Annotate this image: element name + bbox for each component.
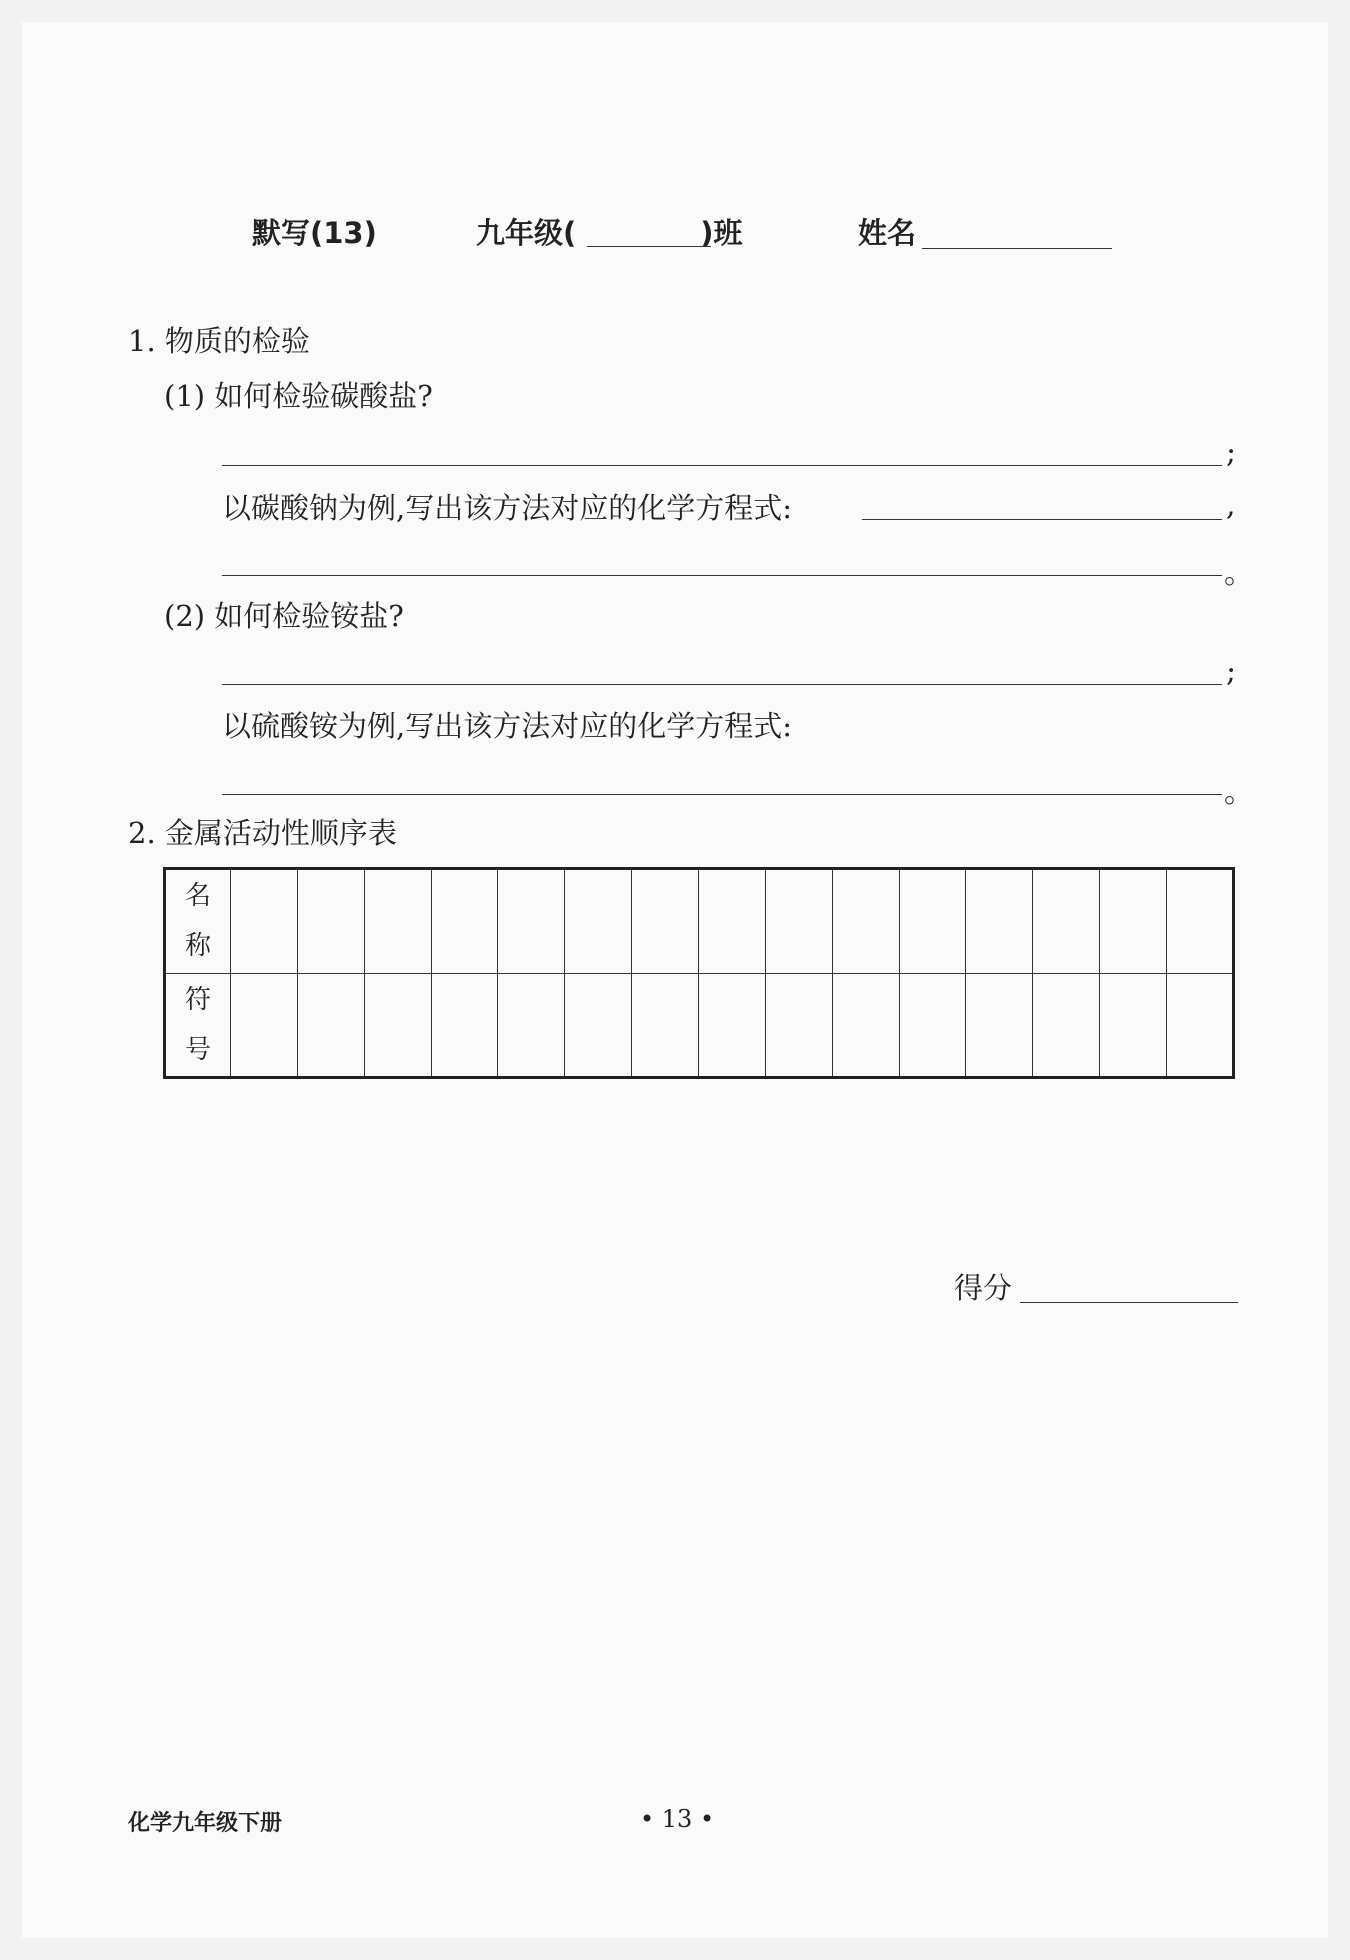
symbol-cell[interactable] <box>632 973 699 1078</box>
symbol-cell[interactable] <box>899 973 966 1078</box>
section2-heading: 2. 金属活动性顺序表 <box>128 816 397 850</box>
q1-label: (1) 如何检验碳酸盐? <box>164 379 433 413</box>
row-header-name-char2: 称 <box>184 931 211 962</box>
q1-end-period: 。 <box>1224 556 1254 591</box>
table-row-symbol <box>165 973 1234 1078</box>
name-cell[interactable] <box>364 869 431 974</box>
name-cell[interactable] <box>1167 869 1234 974</box>
row-header-symbol-char1: 符 <box>184 984 211 1015</box>
row-header-symbol-char2: 号 <box>184 1034 211 1065</box>
score-blank[interactable] <box>1020 1302 1238 1303</box>
score-label: 得分 <box>954 1271 1013 1305</box>
symbol-cell[interactable] <box>297 973 364 1078</box>
name-blank[interactable] <box>922 248 1112 249</box>
name-cell[interactable] <box>899 869 966 974</box>
row-header-name <box>165 869 231 974</box>
symbol-cell[interactable] <box>1100 973 1167 1078</box>
metal-activity-table <box>163 867 1235 1079</box>
q1-end-semicolon: ; <box>1226 435 1237 470</box>
dictation-title: 默写(13) <box>252 216 377 250</box>
symbol-cell[interactable] <box>1033 973 1100 1078</box>
q2-end-semicolon: ; <box>1226 654 1237 689</box>
symbol-cell[interactable] <box>498 973 565 1078</box>
q1-answer-line-1[interactable] <box>222 465 1222 466</box>
symbol-cell[interactable] <box>565 973 632 1078</box>
symbol-cell[interactable] <box>832 973 899 1078</box>
name-cell[interactable] <box>699 869 766 974</box>
name-cell[interactable] <box>231 869 298 974</box>
q1-prompt: 以碳酸钠为例,写出该方法对应的化学方程式: <box>222 491 792 525</box>
name-cell[interactable] <box>765 869 832 974</box>
grade-prefix: 九年级( <box>476 216 577 250</box>
table-row-name <box>165 869 1234 974</box>
q2-equation-line[interactable] <box>222 794 1222 795</box>
name-cell[interactable] <box>297 869 364 974</box>
q1-end-comma: , <box>1226 488 1236 523</box>
book-title: 化学九年级下册 <box>128 1811 283 1836</box>
name-label: 姓名 <box>858 216 917 250</box>
name-cell[interactable] <box>498 869 565 974</box>
q2-prompt: 以硫酸铵为例,写出该方法对应的化学方程式: <box>222 709 792 743</box>
symbol-cell[interactable] <box>1167 973 1234 1078</box>
row-header-symbol <box>165 973 231 1078</box>
page-number: • 13 • <box>640 1805 715 1833</box>
q2-answer-line-1[interactable] <box>222 684 1222 685</box>
name-cell[interactable] <box>1100 869 1167 974</box>
symbol-cell[interactable] <box>364 973 431 1078</box>
name-cell[interactable] <box>431 869 498 974</box>
name-cell[interactable] <box>632 869 699 974</box>
q2-label: (2) 如何检验铵盐? <box>164 599 404 633</box>
grade-suffix: )班 <box>700 216 743 250</box>
symbol-cell[interactable] <box>765 973 832 1078</box>
name-cell[interactable] <box>966 869 1033 974</box>
name-cell[interactable] <box>832 869 899 974</box>
symbol-cell[interactable] <box>699 973 766 1078</box>
name-cell[interactable] <box>565 869 632 974</box>
q1-equation-line-2[interactable] <box>222 575 1222 576</box>
q2-end-period: 。 <box>1224 775 1254 810</box>
symbol-cell[interactable] <box>431 973 498 1078</box>
symbol-cell[interactable] <box>231 973 298 1078</box>
symbol-cell[interactable] <box>966 973 1033 1078</box>
name-cell[interactable] <box>1033 869 1100 974</box>
class-blank[interactable] <box>587 246 711 247</box>
q1-equation-line-1[interactable] <box>862 519 1222 520</box>
section1-heading: 1. 物质的检验 <box>128 324 310 358</box>
row-header-name-char1: 名 <box>184 881 211 912</box>
